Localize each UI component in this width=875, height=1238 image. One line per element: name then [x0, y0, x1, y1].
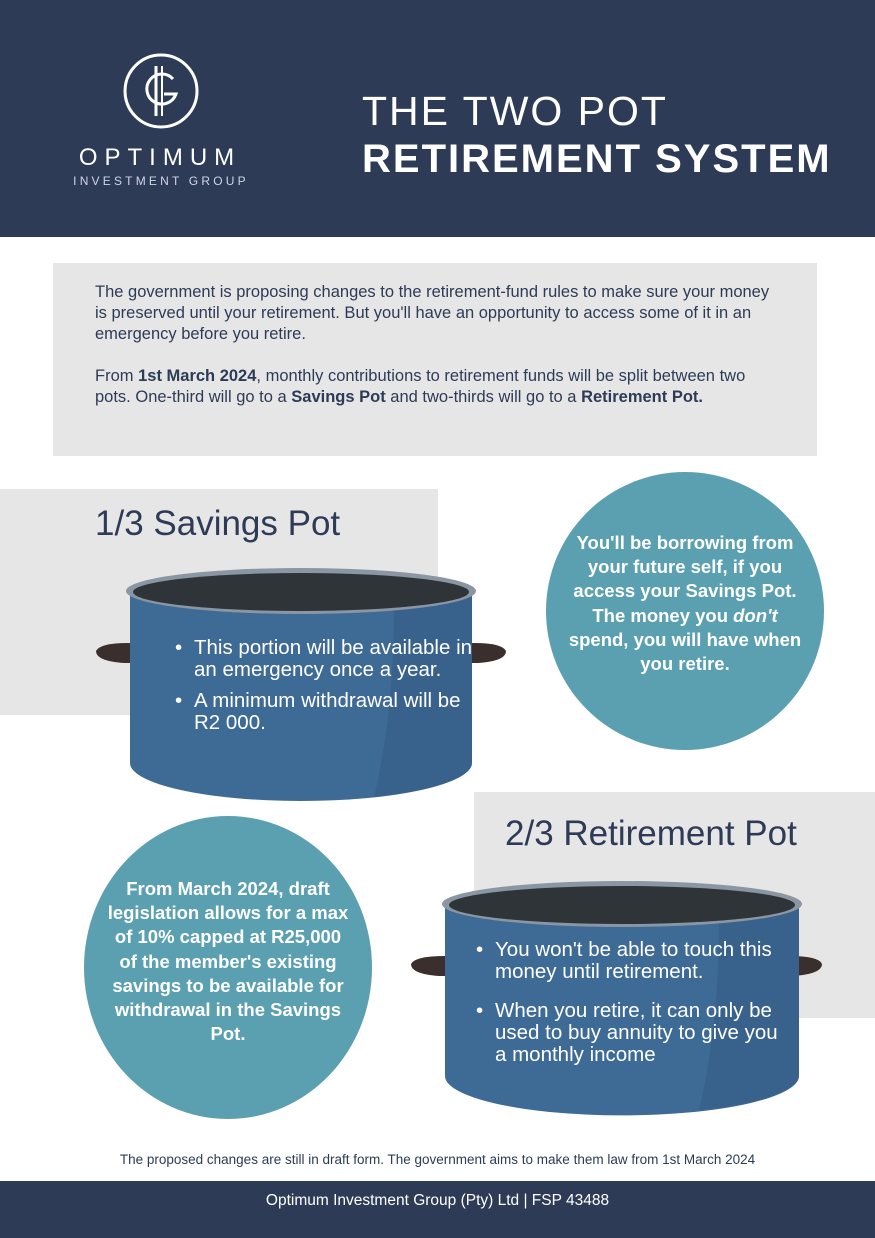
- intro-paragraph-1: The government is proposing changes to the retirement-fund rules to make sure your money is preserved until your retirement. But you'll have an opportunity to access some of it in an emergency before you retire.: [95, 283, 770, 343]
- intro-box: [53, 263, 817, 456]
- list-item: • A minimum withdrawal will be R2 000.: [175, 690, 475, 734]
- legislation-circle-text: From March 2024, draft legislation allows for a max of 10% capped at R25,000 of the member's existing savings to be available for withdrawal in the Savings Pot.: [107, 878, 349, 1045]
- page-title-line2: RETIREMENT SYSTEM: [362, 137, 832, 181]
- intro-text: and two-thirds will go to a: [385, 388, 582, 406]
- optimum-logo-icon: [122, 52, 200, 130]
- savings-pot-list: [175, 637, 475, 734]
- disclaimer-text: The proposed changes are still in draft form. The government aims to make them law from 1st March 2024: [119, 1152, 756, 1167]
- intro-savings-pot: Savings Pot: [291, 388, 386, 406]
- brand-name: OPTIMUM: [78, 144, 242, 171]
- borrowing-circle-text: [566, 531, 804, 676]
- list-item: • You won't be able to touch this money until retirement.: [476, 939, 786, 983]
- list-item: • This portion will be available in an emergency once a year.: [175, 637, 475, 681]
- circle-text-part: spend, you will have when you retire.: [568, 628, 802, 675]
- page-title-line1: THE TWO POT: [362, 88, 668, 134]
- intro-text: From: [95, 367, 139, 385]
- retirement-pot-list: [476, 939, 786, 1066]
- intro-text: , monthly contributions to retirement funds will be split between two pots. One-third will go to a: [95, 367, 746, 406]
- brand-subtitle: INVESTMENT GROUP: [73, 174, 249, 188]
- intro-date: 1st March 2024: [138, 367, 257, 385]
- circle-text-part: You'll be borrowing from your future self, if you access your Savings Pot. The money you: [573, 532, 797, 626]
- footer-text: Optimum Investment Group (Pty) Ltd | FSP 43488: [265, 1192, 610, 1209]
- intro-retirement-pot: Retirement Pot.: [581, 388, 703, 406]
- intro-paragraph-2: [95, 366, 781, 408]
- retirement-pot-heading: 2/3 Retirement Pot: [505, 814, 797, 853]
- circle-text-emphasis: don't: [733, 604, 778, 626]
- savings-pot-heading: 1/3 Savings Pot: [95, 504, 341, 543]
- list-item: • When you retire, it can only be used to buy annuity to give you a monthly income: [476, 1000, 786, 1066]
